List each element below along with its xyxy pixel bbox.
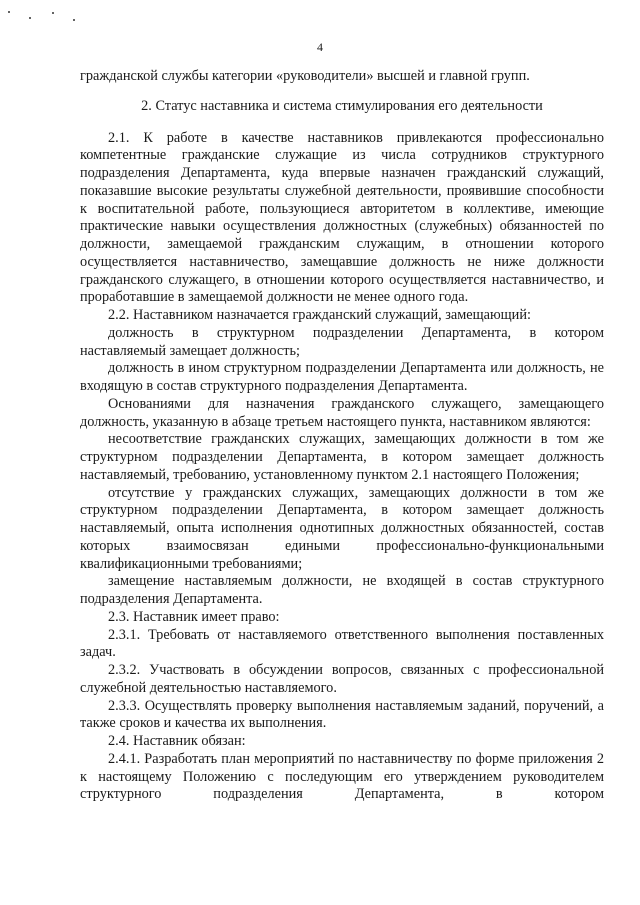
- document-body: [80, 68, 604, 804]
- paragraph-2-3-1: 2.3.1. Требовать от наставляемого ответственного выполнения поставленных задач.: [80, 626, 604, 661]
- paragraph-2-4: 2.4. Наставник обязан:: [108, 733, 246, 749]
- paragraph-2-2: 2.2. Наставником назначается гражданский служащий, замещающий:: [108, 307, 531, 323]
- paragraph-grounds: Основаниями для назначения гражданского служащего, замещающего должность, указанную в абзаце третьем настоящего пункта, наставником являются:: [80, 395, 604, 430]
- paragraph-2-1: 2.1. К работе в качестве наставников привлекаются профессионально компетентные гражданские служащие из числа сотрудников структурного подразделения Департамента, куда впервые назначен гражданский служащий, показавшие высокие результаты служебной деятельности, проявившие способности к воспитательной работе, пользующиеся авторитетом в коллективе, имеющие практические навыки осуществления должностных (служебных) обязанностей по должности, замещаемой гражданским служащим, в отношении которого осуществляется наставничество, замещавшие должность не ниже должности гражданского служащего, в отношении которого осуществляется наставничество, и проработавшие в замещаемой должности не менее одного года.: [80, 129, 604, 306]
- paragraph-ground-2: отсутствие у гражданских служащих, замещающих должности в том же структурном подразделении Департамента, в котором замещает должность наставляемый, опыта исполнения однотипных должностных обязанностей, состав которых взаимосвязан едиными профессионально-функциональными квалификационными требованиями;: [80, 484, 604, 572]
- paragraph-2-3-2: 2.3.2. Участвовать в обсуждении вопросов, связанных с профессиональной служебной деятельностью наставляемого.: [80, 662, 604, 696]
- scan-speck: [73, 19, 75, 21]
- section-heading: 2. Статус наставника и система стимулирования его деятельности: [141, 97, 543, 114]
- scan-speck: [52, 12, 54, 14]
- paragraph-2-2-item-2: должность в ином структурном подразделении Департамента или должность, не входящую в состав структурного подразделения Департамента.: [80, 360, 604, 394]
- paragraph-2-3-3: 2.3.3. Осуществлять проверку выполнения наставляемым заданий, поручений, а также сроков и качества их выполнения.: [80, 697, 604, 732]
- paragraph-ground-1: несоответствие гражданских служащих, замещающих должности в том же структурном подразделении Департамента, в котором замещает должность наставляемый, требованию, установленному пунктом 2.1 настоящего Положения;: [80, 431, 604, 483]
- paragraph-2-3: 2.3. Наставник имеет право:: [108, 608, 280, 625]
- scan-speck: [8, 11, 10, 13]
- paragraph-2-4-1: 2.4.1. Разработать план мероприятий по наставничеству по форме приложения 2 к настоящему Положению с последующим его утверждением руководителем структурного подразделения Департамента, в котором: [80, 750, 604, 803]
- paragraph-ground-3: замещение наставляемым должности, не входящей в состав структурного подразделения Департамента.: [80, 573, 604, 607]
- page-number: 4: [317, 40, 323, 54]
- scan-speck: [29, 17, 31, 19]
- paragraph-2-2-item-1: должность в структурном подразделении Департамента, в котором наставляемый замещает должность;: [80, 324, 604, 359]
- opening-line: гражданской службы категории «руководители» высшей и главной групп.: [80, 68, 530, 84]
